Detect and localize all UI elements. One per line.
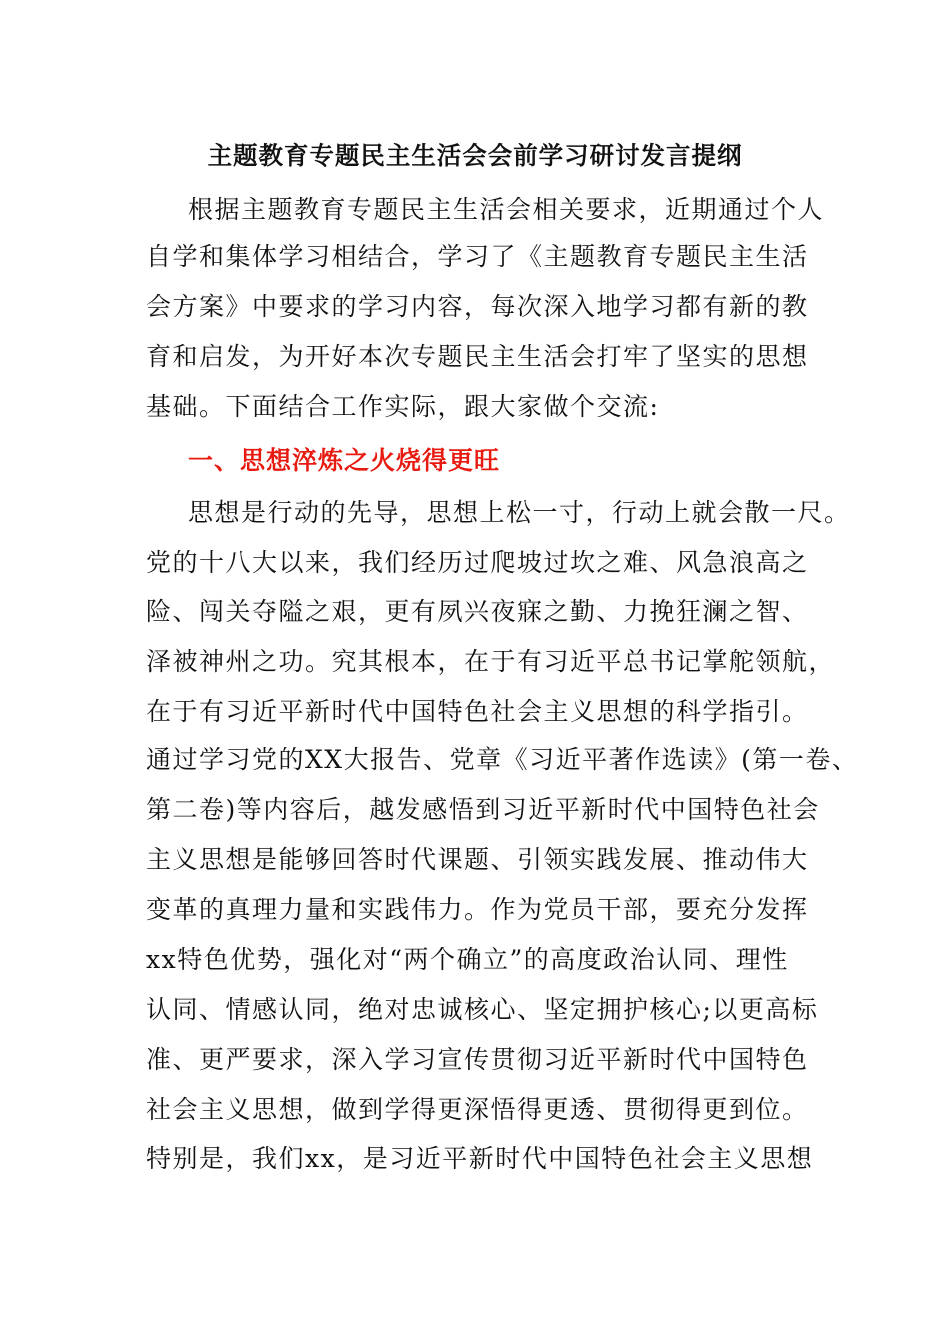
section-1-line-2: 党的十八大以来，我们经历过爬坡过坎之难、风急浪高之 xyxy=(146,548,809,577)
section-1-line-3: 险、闯关夺隘之艰，更有夙兴夜寐之勤、力挽狂澜之智、 xyxy=(146,597,809,626)
section-1-line-4: 泽被神州之功。究其根本，在于有习近平总书记掌舵领航， xyxy=(146,647,836,676)
section-1-line-12: 准、更严要求，深入学习宣传贯彻习近平新时代中国特色 xyxy=(146,1045,809,1074)
section-1-line-1: 思想是行动的先导，思想上松一寸，行动上就会散一尺。 xyxy=(188,498,851,527)
intro-line-4: 育和启发，为开好本次专题民主生活会打牢了坚实的思想 xyxy=(146,342,809,371)
section-1-heading: 一、思想淬炼之火烧得更旺 xyxy=(188,446,501,475)
section-1-line-8: 主义思想是能够回答时代课题、引领实践发展、推动伟大 xyxy=(146,845,809,874)
document-title: 主题教育专题民主生活会会前学习研讨发言提纲 xyxy=(207,141,743,170)
section-1-line-7: 第二卷)等内容后，越发感悟到习近平新时代中国特色社会 xyxy=(146,795,820,824)
intro-line-2: 自学和集体学习相结合，学习了《主题教育专题民主生活 xyxy=(146,242,809,271)
section-1-line-9: 变革的真理力量和实践伟力。作为党员干部，要充分发挥 xyxy=(146,895,809,924)
section-1-line-13: 社会主义思想，做到学得更深悟得更透、贯彻得更到位。 xyxy=(146,1095,809,1124)
intro-line-1: 根据主题教育专题民主生活会相关要求，近期通过个人 xyxy=(188,195,825,224)
section-1-line-5: 在于有习近平新时代中国特色社会主义思想的科学指引。 xyxy=(146,697,809,726)
section-1-line-14: 特别是，我们xx，是习近平新时代中国特色社会主义思想 xyxy=(146,1144,814,1173)
section-1-line-6: 通过学习党的XX大报告、党章《习近平著作选读》(第一卷、 xyxy=(146,745,859,774)
intro-line-5: 基础。下面结合工作实际，跟大家做个交流: xyxy=(146,392,660,421)
section-1-line-10: xx特色优势，强化对“两个确立”的高度政治认同、理性 xyxy=(146,945,789,974)
section-1-line-11: 认同、情感认同，绝对忠诚核心、坚定拥护核心;以更高标 xyxy=(146,995,819,1024)
intro-line-3: 会方案》中要求的学习内容，每次深入地学习都有新的教 xyxy=(146,292,809,321)
